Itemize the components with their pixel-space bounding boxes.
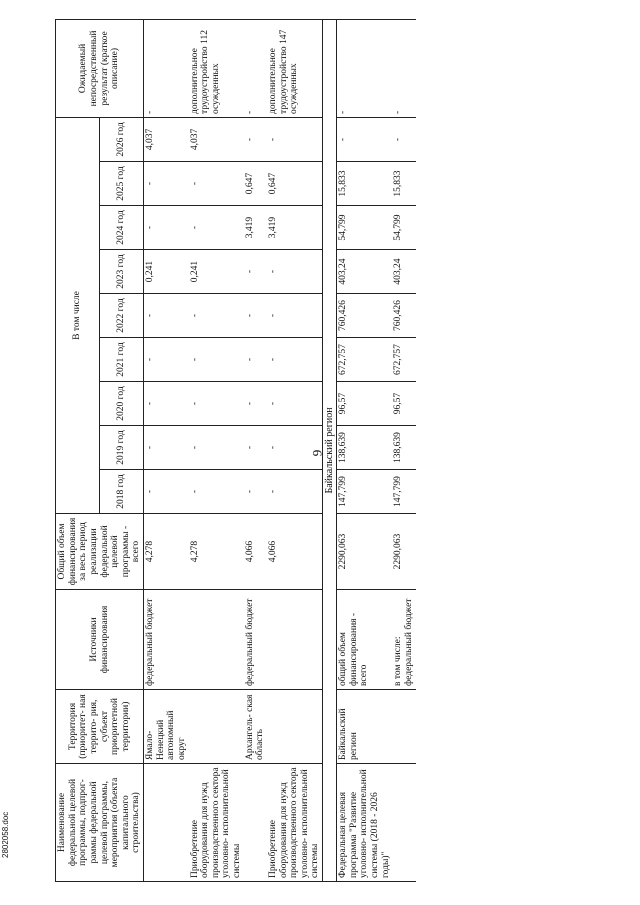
table-body xyxy=(144,19,416,881)
row-name: Приобретение оборудования для нужд производственного сектора уголовно- исполнительной системы xyxy=(189,764,244,882)
row-result: дополнительное трудоустройство 147 осужденных xyxy=(267,19,323,117)
row-year-value: 0,241 xyxy=(144,250,189,294)
row-total: 4,278 xyxy=(189,514,244,590)
row-year-value: - xyxy=(267,470,323,514)
row-year-value: - xyxy=(267,382,323,426)
row-territory xyxy=(267,690,323,764)
table-row xyxy=(392,19,415,881)
header-result: Ожидаемый непосредственный результат (краткое описание) xyxy=(56,19,144,117)
row-year-value: 15,833 xyxy=(337,162,393,206)
row-year-value: - xyxy=(189,382,244,426)
row-year-value: 96,57 xyxy=(392,382,415,426)
row-result: - xyxy=(392,19,415,117)
row-name: Приобретение оборудования для нужд производственного сектора уголовно- исполнительной системы xyxy=(267,764,323,882)
row-territory: Архангель- ская область xyxy=(244,690,267,764)
row-result: - xyxy=(144,19,189,117)
header-year: 2022 год xyxy=(100,294,144,338)
row-territory xyxy=(189,690,244,764)
row-territory: Ямало- Ненецкий автономный округ xyxy=(144,690,189,764)
row-name xyxy=(144,764,189,882)
header-name: Наименование федеральной целевой программы, подпрог- раммы федеральной целевой программы, мероприятия (объекта капитального строительства) xyxy=(56,764,144,882)
row-source: в том числе: федеральный бюджет xyxy=(392,590,415,690)
row-year-value: 760,426 xyxy=(392,294,415,338)
region-label: Байкальский регион xyxy=(323,19,337,881)
row-year-value: - xyxy=(144,206,189,250)
row-name xyxy=(392,764,415,882)
row-year-value: 147,799 xyxy=(392,470,415,514)
header-year: 2023 год xyxy=(100,250,144,294)
row-territory: Байкальский регион xyxy=(337,690,393,764)
page-number: 9 xyxy=(309,449,325,457)
row-year-value: - xyxy=(189,294,244,338)
row-year-value: 403,24 xyxy=(392,250,415,294)
row-result: - xyxy=(337,19,393,117)
row-year-value: - xyxy=(144,338,189,382)
rotated-table-container xyxy=(55,20,475,882)
row-year-value: 147,799 xyxy=(337,470,393,514)
row-year-value: 96,57 xyxy=(337,382,393,426)
row-source xyxy=(267,590,323,690)
table-row xyxy=(337,19,393,881)
header-year: 2018 год xyxy=(100,470,144,514)
row-year-value: - xyxy=(144,382,189,426)
row-year-value: - xyxy=(244,117,267,161)
footer-doc-name: 2802058.doc xyxy=(1,811,10,858)
row-year-value: 54,799 xyxy=(392,206,415,250)
region-row xyxy=(323,19,337,881)
row-year-value: - xyxy=(189,338,244,382)
row-year-value: 54,799 xyxy=(337,206,393,250)
header-year: 2026 год xyxy=(100,117,144,161)
row-year-value: - xyxy=(144,294,189,338)
row-year-value: 0,241 xyxy=(189,250,244,294)
header-year: 2025 год xyxy=(100,162,144,206)
header-total: Общий объем финансирования за весь период реализации федеральной целевой программы - всего xyxy=(56,514,144,590)
row-year-value: - xyxy=(144,162,189,206)
row-year-value: 138,639 xyxy=(392,426,415,470)
table-row xyxy=(267,19,323,881)
row-total: 4,278 xyxy=(144,514,189,590)
row-year-value: 0,647 xyxy=(267,162,323,206)
header-territory: Территория (приоритет- ная террито- рия, субъект приоритетной территории) xyxy=(56,690,144,764)
row-year-value: - xyxy=(244,470,267,514)
row-year-value: - xyxy=(267,250,323,294)
row-year-value: 672,757 xyxy=(337,338,393,382)
row-year-value: - xyxy=(244,338,267,382)
row-year-value: 4,037 xyxy=(144,117,189,161)
row-year-value: 672,757 xyxy=(392,338,415,382)
header-in-that: В том числе xyxy=(56,117,100,513)
table-row xyxy=(244,19,267,881)
row-year-value: - xyxy=(392,117,415,161)
row-result: дополнительное трудоустройство 112 осужденных xyxy=(189,19,244,117)
row-year-value: - xyxy=(244,294,267,338)
row-year-value: 3,419 xyxy=(267,206,323,250)
row-territory xyxy=(392,690,415,764)
row-year-value: - xyxy=(267,338,323,382)
row-source: федеральный бюджет xyxy=(244,590,267,690)
row-name xyxy=(244,764,267,882)
header-year: 2021 год xyxy=(100,338,144,382)
row-source: федеральный бюджет xyxy=(144,590,189,690)
row-year-value: 403,24 xyxy=(337,250,393,294)
row-year-value: - xyxy=(267,294,323,338)
row-source: общий объем финансирования - всего xyxy=(337,590,393,690)
row-year-value: - xyxy=(189,206,244,250)
header-year: 2020 год xyxy=(100,382,144,426)
row-year-value: - xyxy=(144,426,189,470)
row-year-value: - xyxy=(244,426,267,470)
header-sources: Источники финансирования xyxy=(56,590,144,690)
financing-table xyxy=(55,19,416,882)
row-year-value: - xyxy=(189,470,244,514)
row-total: 2290,063 xyxy=(392,514,415,590)
row-year-value: 0,647 xyxy=(244,162,267,206)
row-year-value: - xyxy=(189,426,244,470)
row-year-value: - xyxy=(267,117,323,161)
row-year-value: 4,037 xyxy=(189,117,244,161)
row-year-value: 3,419 xyxy=(244,206,267,250)
header-year: 2019 год xyxy=(100,426,144,470)
row-year-value: 138,639 xyxy=(337,426,393,470)
row-total: 4,066 xyxy=(267,514,323,590)
row-year-value: - xyxy=(337,117,393,161)
row-total: 2290,063 xyxy=(337,514,393,590)
row-result: - xyxy=(244,19,267,117)
row-year-value: - xyxy=(189,162,244,206)
row-total: 4,066 xyxy=(244,514,267,590)
table-row xyxy=(189,19,244,881)
row-source xyxy=(189,590,244,690)
row-year-value: 15,833 xyxy=(392,162,415,206)
row-year-value: - xyxy=(244,250,267,294)
header-year: 2024 год xyxy=(100,206,144,250)
row-year-value: - xyxy=(267,426,323,470)
row-year-value: - xyxy=(244,382,267,426)
table-row xyxy=(144,19,189,881)
row-year-value: - xyxy=(144,470,189,514)
row-year-value: 760,426 xyxy=(337,294,393,338)
row-name: Федеральная целевая программа "Развитие уголовно- исполнительной системы (2018 - 2026 годы)" xyxy=(337,764,393,882)
